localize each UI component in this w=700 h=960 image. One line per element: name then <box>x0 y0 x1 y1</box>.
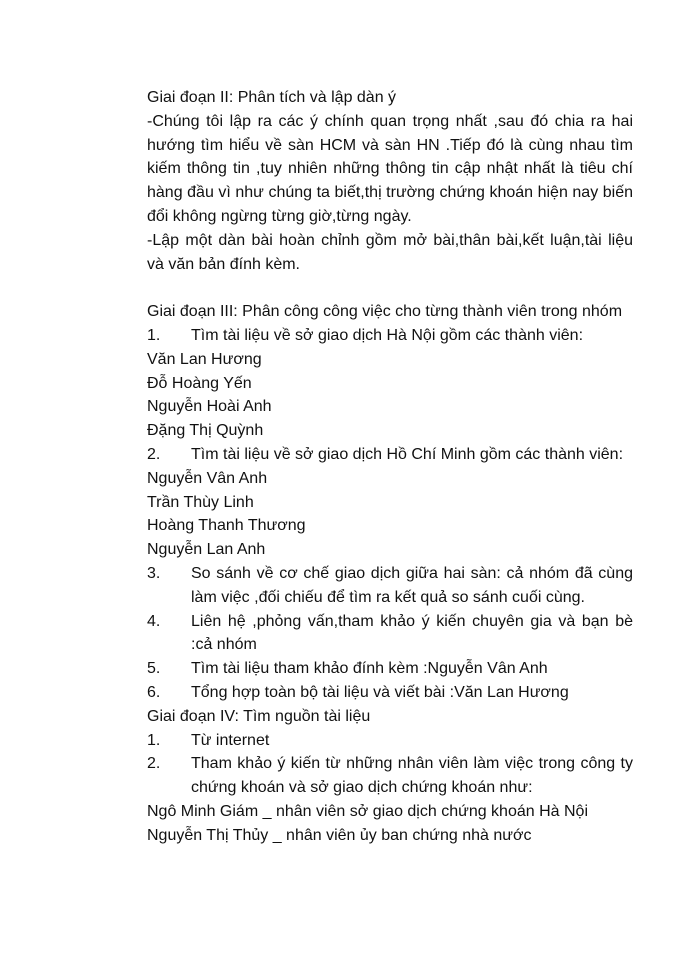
item-text: Liên hệ ,phỏng vấn,tham khảo ý kiến chuyên gia và bạn bè :cả nhóm <box>191 612 633 654</box>
item-number: 1. <box>147 731 161 749</box>
stage4-heading: Giai đoạn IV: Tìm nguồn tài liệu <box>147 707 371 725</box>
item-text: Tìm tài liệu tham khảo đính kèm :Nguyễn Vân Anh <box>191 660 548 678</box>
item-number: 2. <box>147 445 161 463</box>
item-number: 2. <box>147 755 161 773</box>
item-number: 4. <box>147 612 161 630</box>
stage3-item-5 <box>147 657 633 681</box>
hcm-member: Nguyễn Lan Anh <box>147 541 266 559</box>
hcm-member: Nguyễn Vân Anh <box>147 469 268 487</box>
stage3-heading: Giai đoạn III: Phân công công việc cho từng thành viên trong nhóm <box>147 303 623 321</box>
stage2-heading: Giai đoạn II: Phân tích và lập dàn ý <box>147 89 397 106</box>
item-text: Tổng hợp toàn bộ tài liệu và viết bài :Văn Lan Hương <box>191 683 569 701</box>
stage3-item-3 <box>147 562 633 610</box>
hanoi-member: Nguyễn Hoài Anh <box>147 398 272 416</box>
stage3-item-6 <box>147 681 633 705</box>
stage3-item-4 <box>147 610 633 658</box>
hanoi-member: Đỗ Hoàng Yến <box>147 374 252 392</box>
item-number: 6. <box>147 683 161 701</box>
hanoi-member: Văn Lan Hương <box>147 350 262 368</box>
stage4-item-1 <box>147 729 633 753</box>
stage4-item-2 <box>147 752 633 800</box>
item-number: 3. <box>147 564 161 582</box>
blank-line <box>147 276 633 300</box>
contact-person: Nguyễn Thị Thủy _ nhân viên ủy ban chứng nhà nước <box>147 826 532 844</box>
hcm-member: Hoàng Thanh Thương <box>147 517 306 535</box>
item-text: Tìm tài liệu về sở giao dịch Hồ Chí Minh gồm các thành viên: <box>191 445 624 463</box>
stage3-item-2 <box>147 443 633 467</box>
stage3-item-1 <box>147 324 633 348</box>
item-text: So sánh về cơ chế giao dịch giữa hai sàn: cả nhóm đã cùng làm việc ,đối chiếu để tìm ra kết quả so sánh cuối cùng. <box>191 564 633 606</box>
item-text: Từ internet <box>191 731 270 749</box>
item-text: Tham khảo ý kiến từ những nhân viên làm việc trong công ty chứng khoán và sở giao dịch chứng khoán như: <box>191 755 633 797</box>
item-number: 1. <box>147 326 161 344</box>
item-text: Tìm tài liệu về sở giao dịch Hà Nội gồm các thành viên: <box>191 326 584 344</box>
hanoi-member: Đặng Thị Quỳnh <box>147 422 264 440</box>
stage2-paragraph-1: -Chúng tôi lập ra các ý chính quan trọng nhất ,sau đó chia ra hai hướng tìm hiểu về sàn HCM và sàn HN .Tiếp đó là cùng nhau tìm kiếm thông tin ,tuy nhiên những thông tin cập nhật nhất là tiêu chí hàng đầu vì như chúng ta biết,thị trường chứng khoán hiện nay biến đổi không ngừng từng giờ,từng ngày. <box>147 112 633 225</box>
hcm-member: Trần Thùy Linh <box>147 493 254 511</box>
item-number: 5. <box>147 660 161 678</box>
stage2-paragraph-2: -Lập một dàn bài hoàn chỉnh gồm mở bài,thân bài,kết luận,tài liệu và văn bản đính kèm. <box>147 231 633 273</box>
contact-person: Ngô Minh Giám _ nhân viên sở giao dịch chứng khoán Hà Nội <box>147 802 588 820</box>
document-body <box>147 86 633 848</box>
